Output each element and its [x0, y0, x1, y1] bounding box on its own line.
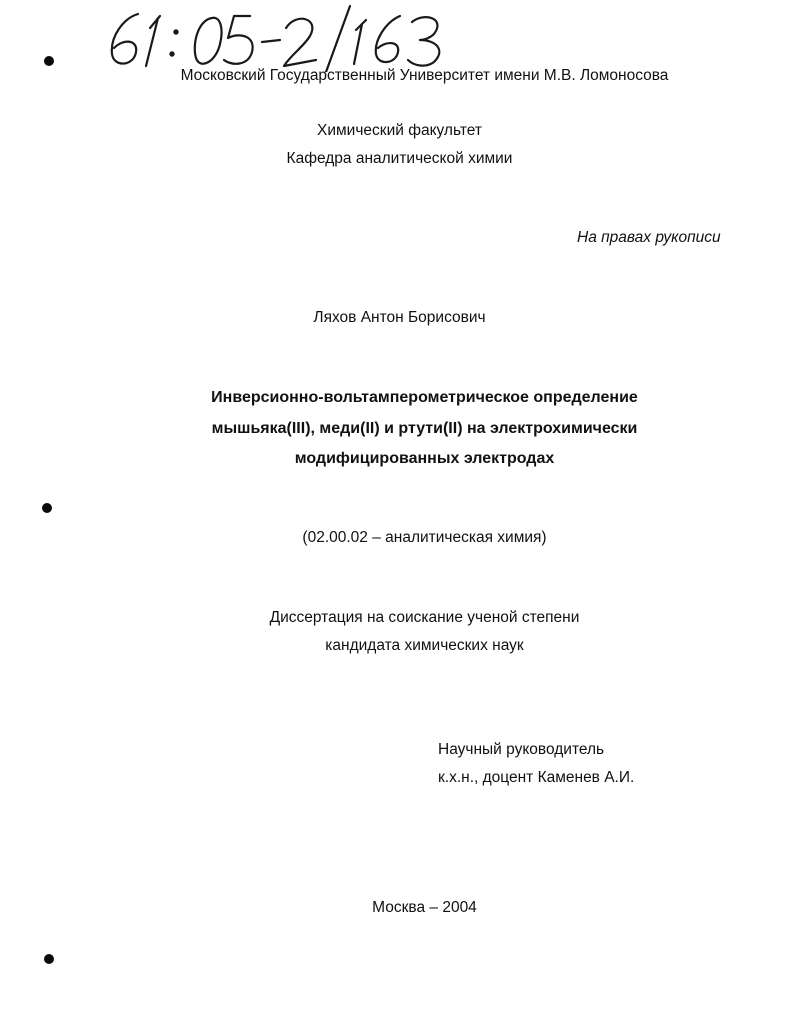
dissertation-title-line-2: мышьяка(III), меди(II) и ртути(II) на электрохимически [211, 420, 638, 437]
degree-line-2: кандидата химических наук [325, 637, 524, 654]
university-name: Московский Государственный Университет имени М.В. Ломоносова [180, 67, 669, 84]
city-year: Москва – 2004 [372, 899, 477, 916]
punch-hole-bottom [44, 954, 54, 964]
department-name: Кафедра аналитической химии [286, 150, 513, 167]
supervisor-name: к.х.н., доцент Каменев А.И. [438, 769, 635, 786]
punch-hole-top [44, 56, 54, 66]
faculty-name: Химический факультет [317, 122, 482, 139]
handwritten-archive-code [100, 2, 450, 72]
supervisor-label: Научный руководитель [438, 741, 605, 758]
author-name: Ляхов Антон Борисович [313, 309, 486, 326]
degree-line-1: Диссертация на соискание ученой степени [269, 609, 580, 626]
punch-hole-middle [42, 503, 52, 513]
dissertation-title-line-3: модифицированных электродах [294, 450, 555, 467]
manuscript-note: На правах рукописи [577, 229, 721, 246]
specialty-code: (02.00.02 – аналитическая химия) [302, 529, 547, 546]
dissertation-title-line-1: Инверсионно-вольтамперометрическое определение [211, 389, 638, 406]
